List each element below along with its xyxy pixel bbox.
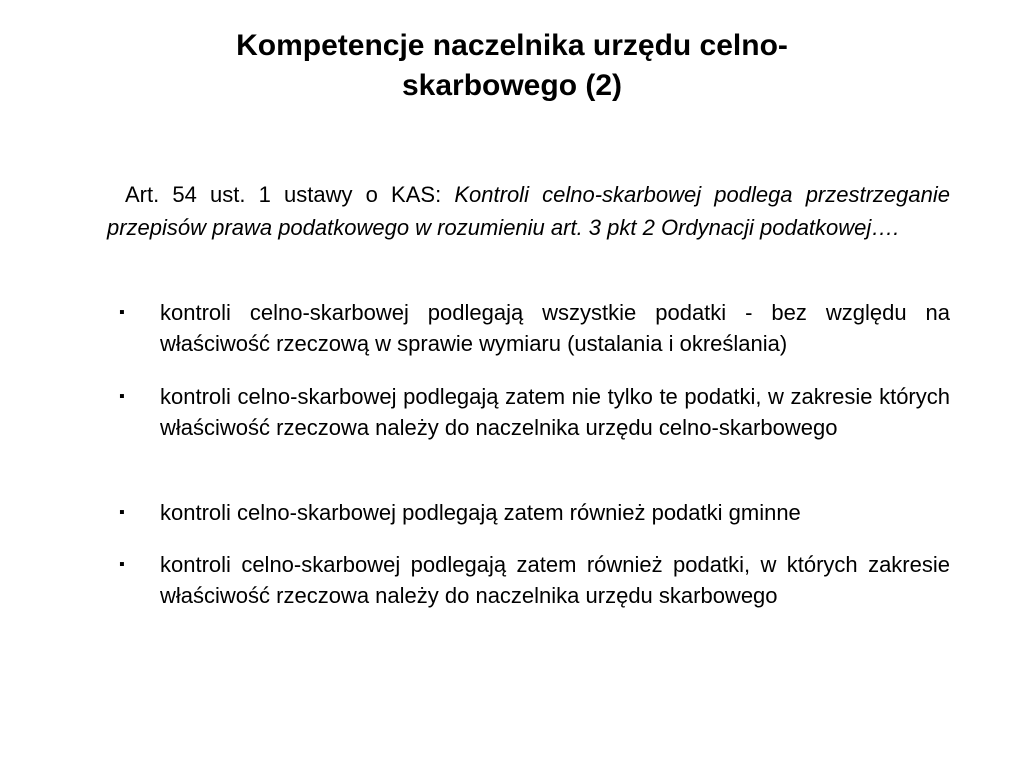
square-bullet-icon: ▪ bbox=[119, 304, 125, 321]
square-bullet-icon: ▪ bbox=[119, 388, 125, 405]
list-item bbox=[119, 297, 950, 359]
slide-title-line-2: skarbowego (2) bbox=[401, 69, 623, 102]
list-item-text: kontroli celno-skarbowej podlegają zatem nie tylko te podatki, w zakresie których właściwość rzeczowa należy do naczelnika urzędu celno-skarbowego bbox=[160, 384, 950, 440]
list-item bbox=[119, 497, 950, 528]
list-item-text: kontroli celno-skarbowej podlegają zatem również podatki gminne bbox=[160, 500, 801, 525]
slide-title-line-1: Kompetencje naczelnika urzędu celno- bbox=[236, 29, 788, 62]
article-reference: Art. 54 ust. 1 ustawy o KAS: bbox=[125, 182, 455, 207]
list-item bbox=[119, 381, 950, 443]
article-quote: Kontroli celno-skarbowej podlega przestrzeganie przepisów prawa podatkowego w rozumieniu art. 3 pkt 2 Ordynacji podatkowej…. bbox=[107, 182, 950, 240]
list-item-text: kontroli celno-skarbowej podlegają wszystkie podatki - bez względu na właściwość rzeczową w sprawie wymiaru (ustalania i określania) bbox=[160, 300, 950, 356]
square-bullet-icon: ▪ bbox=[119, 556, 125, 573]
list-item bbox=[119, 549, 950, 611]
list-item-text: kontroli celno-skarbowej podlegają zatem również podatki, w których zakresie właściwość rzeczowa należy do naczelnika urzędu skarbowego bbox=[160, 552, 950, 608]
square-bullet-icon: ▪ bbox=[119, 504, 125, 521]
